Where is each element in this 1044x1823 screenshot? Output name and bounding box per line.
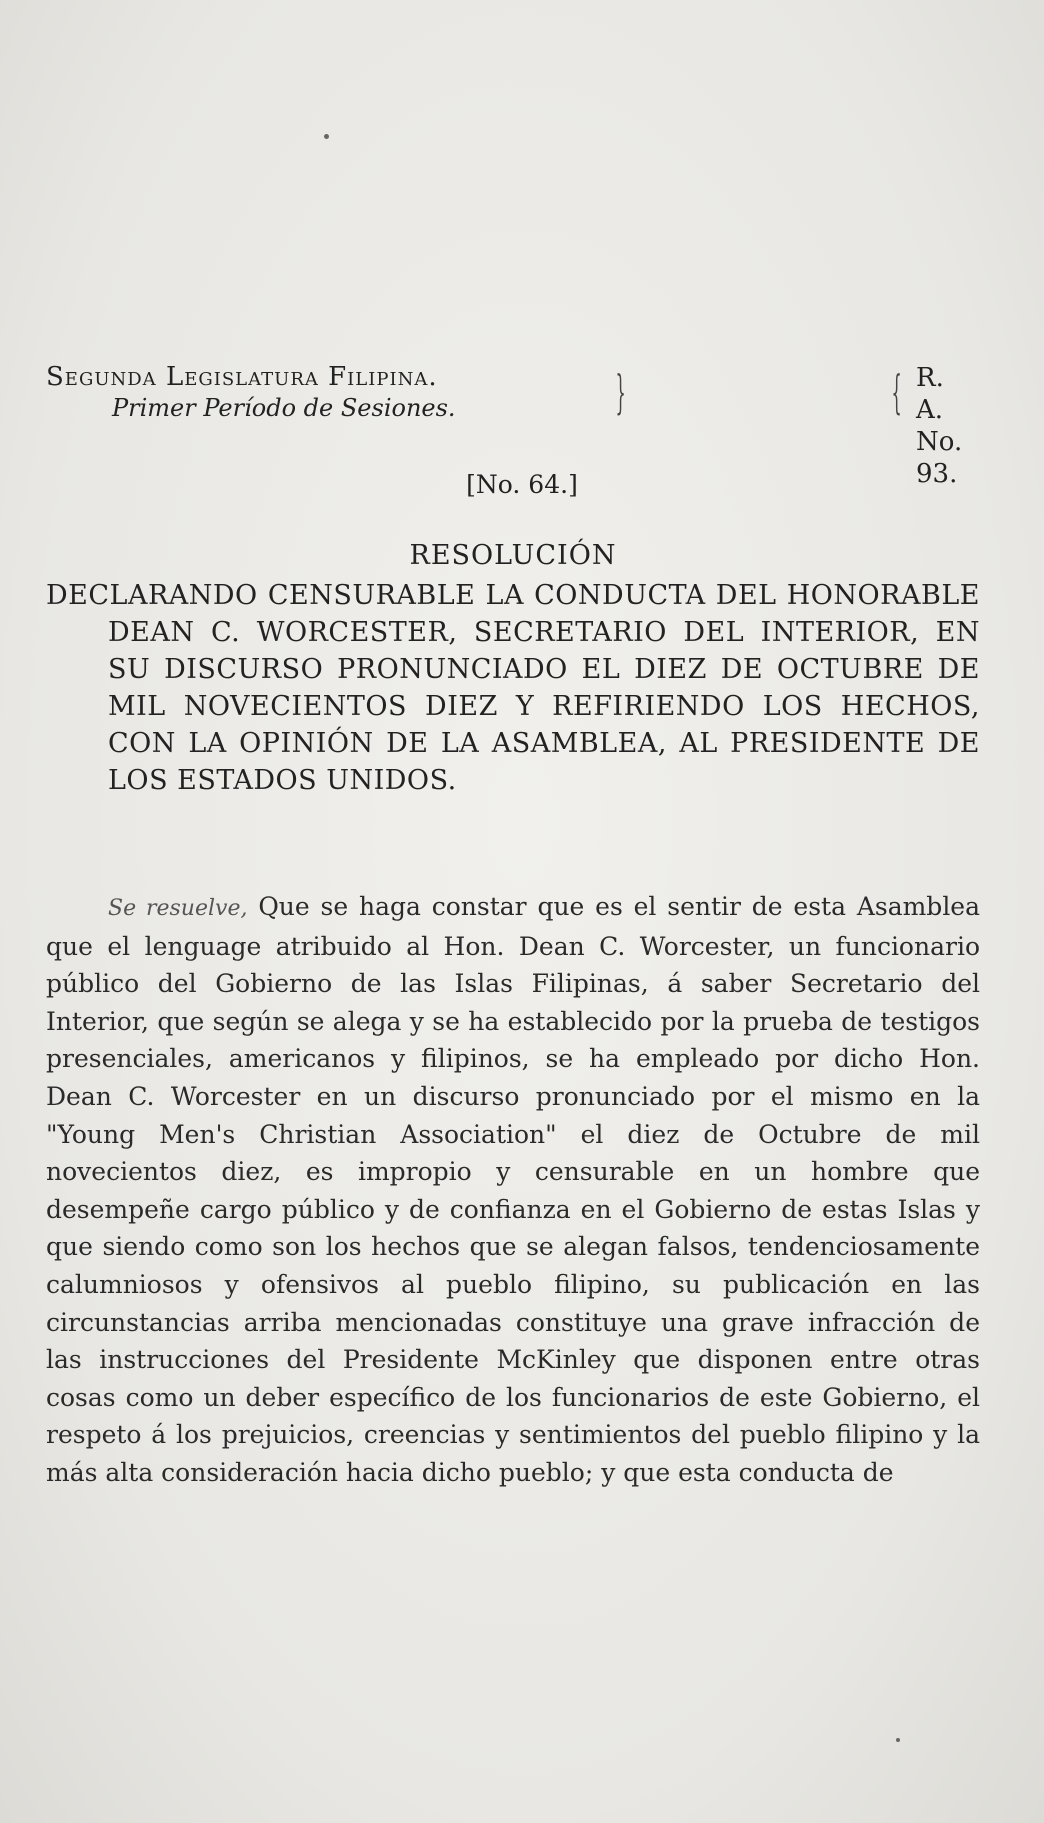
ra-label: R. A. — [916, 363, 944, 425]
resolution-body — [46, 888, 980, 1492]
title-block — [46, 540, 980, 799]
resolution-text: Que se haga constar que es el sentir de esta Asamblea que el lenguage atribuido al Hon. Dean C. Worcester, un funcionario público del Gobierno de las Islas Filipinas, á saber Secretario del Interior, que según se alega y se ha establecido por la prueba de testigos presenciales, americanos y filipinos, se ha empleado por dicho Hon. Dean C. Worcester en un discurso pronunciado por el mismo en la "Young Men's Christian Association" el diez de Octubre de mil novecientos diez, es impropio y censurable en un hombre que desempeñe cargo público y de confianza en el Gobierno de estas Islas y que siendo como son los hechos que se alegan falsos, tendenciosamente calumniosos y ofensivos al pueblo filipino, su publicación en las circunstancias arriba mencionadas constituye una grave infracción de las instrucciones del Presidente McKinley que disponen entre otras cosas como un deber específico de los funcionarios de este Gobierno, el respeto á los prejuicios, creencias y sentimientos del pueblo filipino y la más alta consideración hacia dicho pueblo; y que esta conducta de — [46, 892, 981, 1487]
header-left — [46, 362, 616, 422]
session-name: Primer Período de Sesiones. — [112, 394, 456, 422]
legislature-name: Segunda Legislatura Filipina. — [46, 362, 438, 392]
document-subtitle: DECLARANDO CENSURABLE LA CONDUCTA DEL HONORABLE DEAN C. WORCESTER, SECRETARIO DEL INTERIOR, EN SU DISCURSO PRONUNCIADO EL DIEZ DE OCTUBRE DE MIL NOVECIENTOS DIEZ Y REFIRIENDO LOS HECHOS, CON LA OPINIÓN DE LA ASAMBLEA, AL PRESIDENTE DE LOS ESTADOS UNIDOS. — [46, 580, 980, 796]
print-speck — [324, 134, 329, 139]
print-speck — [896, 1738, 900, 1742]
right-brace-icon: } — [615, 365, 626, 419]
ra-number: No. 93. — [916, 427, 963, 489]
resolution-number: [No. 64.] — [466, 470, 578, 499]
document-title: RESOLUCIÓN — [409, 540, 617, 571]
left-brace-icon: { — [891, 365, 902, 419]
resolution-lead: Se resuelve, — [108, 896, 248, 921]
